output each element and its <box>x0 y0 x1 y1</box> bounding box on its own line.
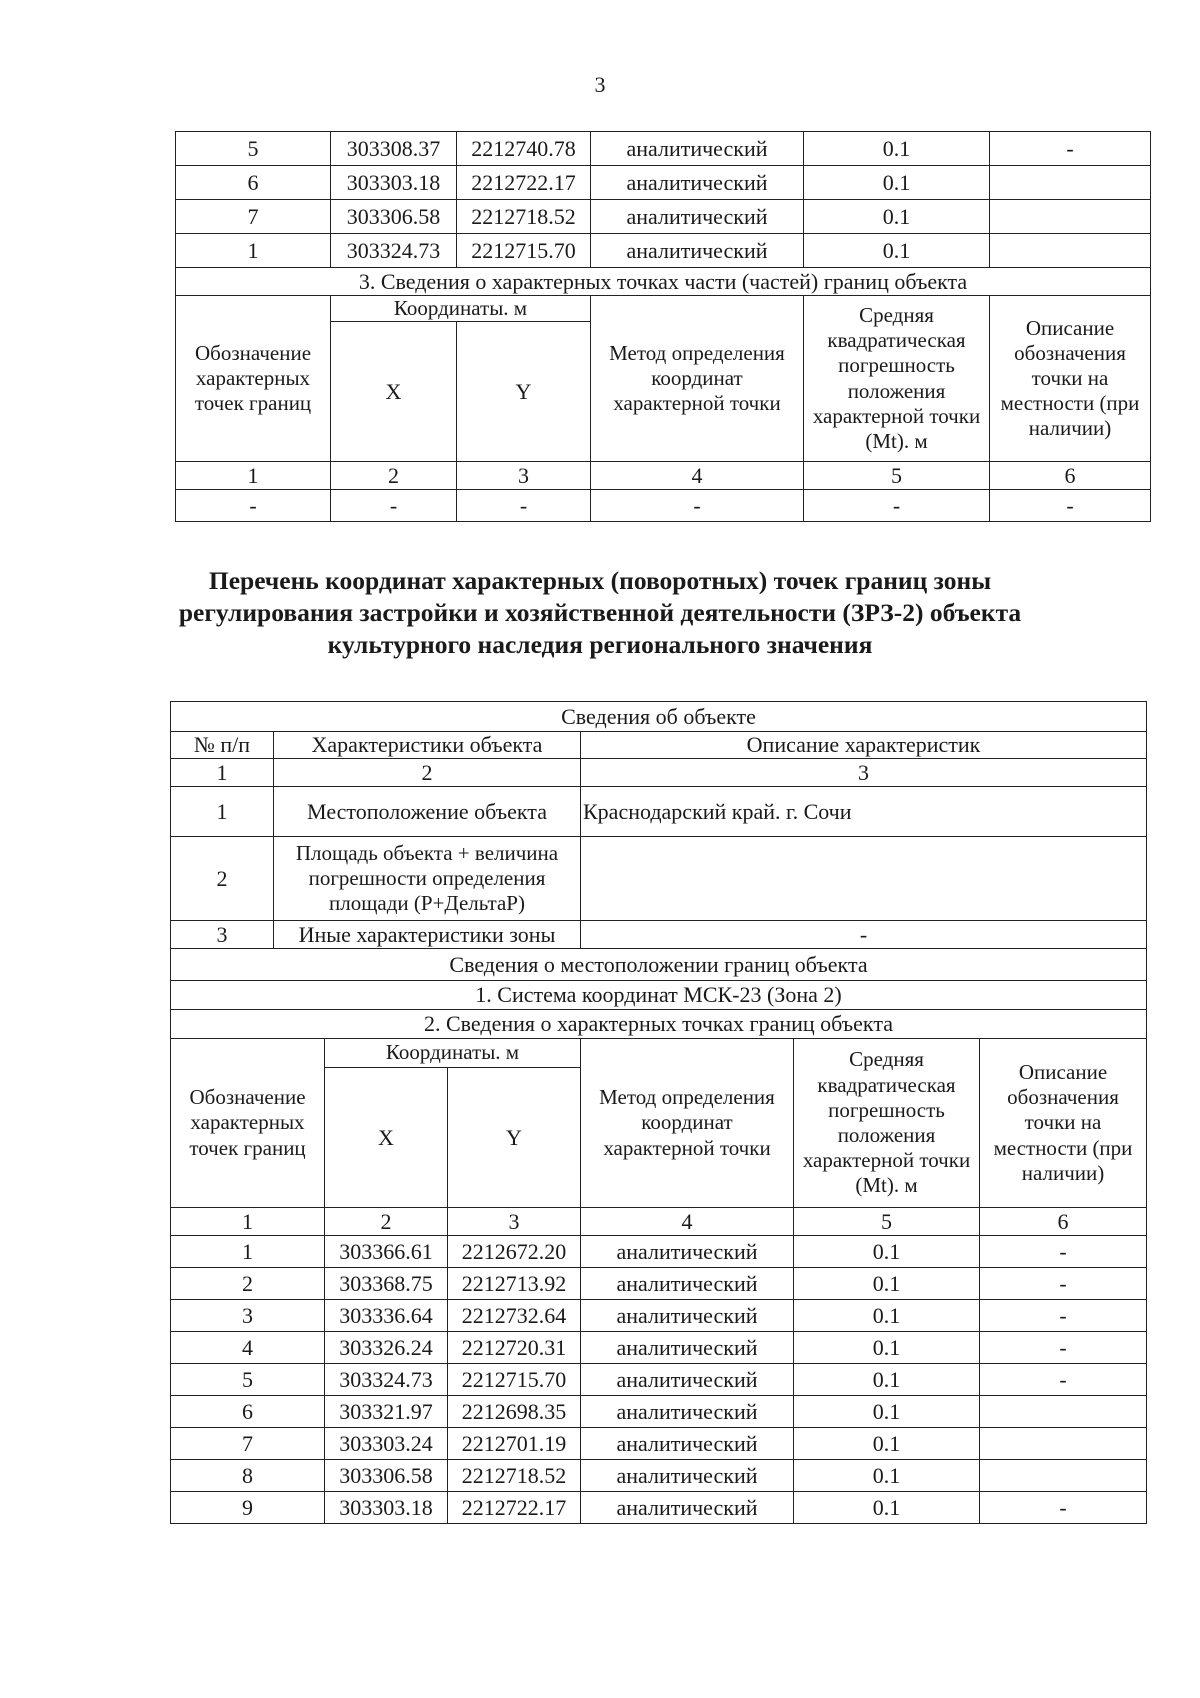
method: аналитический <box>581 1428 794 1460</box>
point-number: 4 <box>171 1332 325 1364</box>
coord-y: 2212672.20 <box>448 1236 581 1268</box>
method: аналитический <box>591 200 804 234</box>
method: аналитический <box>581 1236 794 1268</box>
method: аналитический <box>591 234 804 268</box>
object-info-colnum-row <box>171 759 1147 787</box>
empty-cell: - <box>176 490 331 522</box>
column-number: 1 <box>171 1208 325 1236</box>
col-desc-header: Описание характеристик <box>581 732 1147 759</box>
column-number: 2 <box>331 462 457 490</box>
description: - <box>990 132 1151 166</box>
method: аналитический <box>581 1460 794 1492</box>
column-number: 4 <box>591 462 804 490</box>
table-row <box>171 1428 1147 1460</box>
mt-value: 0.1 <box>794 1396 980 1428</box>
coord-x: 303324.73 <box>325 1364 448 1396</box>
method: аналитический <box>591 132 804 166</box>
point-number: 7 <box>176 200 331 234</box>
method: аналитический <box>581 1268 794 1300</box>
method: аналитический <box>581 1364 794 1396</box>
coord-x: 303321.97 <box>325 1396 448 1428</box>
location-title: Сведения о местоположении границ объекта <box>171 949 1147 981</box>
location-title-row <box>171 949 1147 981</box>
table-row <box>171 1460 1147 1492</box>
info-num: 2 <box>171 837 274 921</box>
points-title-row <box>171 1010 1147 1039</box>
header-y: Y <box>448 1068 581 1208</box>
coord-y: 2212701.19 <box>448 1428 581 1460</box>
coord-x: 303306.58 <box>331 200 457 234</box>
description: - <box>980 1300 1147 1332</box>
points-title: 2. Сведения о характерных точках границ объекта <box>171 1010 1147 1039</box>
coord-x: 303303.18 <box>331 166 457 200</box>
column-number: 4 <box>581 1208 794 1236</box>
object-info-row <box>171 787 1147 837</box>
column-number: 3 <box>448 1208 581 1236</box>
header-description: Описание обозначения точки на местности (при наличии) <box>990 296 1151 462</box>
mt-value: 0.1 <box>794 1492 980 1524</box>
header-y: Y <box>457 322 591 462</box>
coord-x: 303308.37 <box>331 132 457 166</box>
col-num-header: № п/п <box>171 732 274 759</box>
header-mt: Средняя квадратическая погрешность положения характерной точки (Mt). м <box>794 1039 980 1208</box>
coord-x: 303336.64 <box>325 1300 448 1332</box>
table-row <box>171 1236 1147 1268</box>
header-designation: Обозначение характерных точек границ <box>176 296 331 462</box>
description: - <box>980 1236 1147 1268</box>
info-char: Местоположение объекта <box>274 787 581 837</box>
table-row <box>171 1268 1147 1300</box>
object-info-title-row <box>171 702 1147 732</box>
table-header-row <box>171 1039 1147 1068</box>
info-num: 3 <box>171 921 274 949</box>
header-description: Описание обозначения точки на местности (при наличии) <box>980 1039 1147 1208</box>
column-number: 2 <box>325 1208 448 1236</box>
description <box>990 166 1151 200</box>
info-char: Иные характеристики зоны <box>274 921 581 949</box>
mt-value: 0.1 <box>804 234 990 268</box>
coord-x: 303303.18 <box>325 1492 448 1524</box>
description <box>980 1396 1147 1428</box>
table-row <box>176 234 1151 268</box>
mt-value: 0.1 <box>794 1268 980 1300</box>
coord-y: 2212732.64 <box>448 1300 581 1332</box>
coord-x: 303366.61 <box>325 1236 448 1268</box>
mt-value: 0.1 <box>794 1300 980 1332</box>
mt-value: 0.1 <box>794 1460 980 1492</box>
header-method: Метод определения координат характерной точки <box>581 1039 794 1208</box>
object-info-header-row <box>171 732 1147 759</box>
coord-x: 303326.24 <box>325 1332 448 1364</box>
point-number: 2 <box>171 1268 325 1300</box>
col-char-header: Характеристики объекта <box>274 732 581 759</box>
coord-x: 303303.24 <box>325 1428 448 1460</box>
point-number: 7 <box>171 1428 325 1460</box>
empty-cell: - <box>804 490 990 522</box>
top-points-table <box>175 131 1151 522</box>
section3-title-row <box>176 268 1151 296</box>
header-coordinates: Координаты. м <box>331 296 591 322</box>
coord-y: 2212698.35 <box>448 1396 581 1428</box>
mt-value: 0.1 <box>794 1332 980 1364</box>
header-mt: Средняя квадратическая погрешность положения характерной точки (Mt). м <box>804 296 990 462</box>
object-info-row <box>171 921 1147 949</box>
coord-system: 1. Система координат МСК-23 (Зона 2) <box>171 981 1147 1010</box>
title-line: Перечень координат характерных (поворотных) точек границ зоны <box>208 566 992 595</box>
description: - <box>980 1332 1147 1364</box>
table-row <box>176 132 1151 166</box>
document-title <box>150 565 1050 661</box>
mt-value: 0.1 <box>804 200 990 234</box>
coord-x: 303324.73 <box>331 234 457 268</box>
top-table-rows <box>176 132 1151 268</box>
table-row <box>176 200 1151 234</box>
page-number: 3 <box>594 72 606 97</box>
table-header-row <box>176 296 1151 322</box>
coord-y: 2212722.17 <box>448 1492 581 1524</box>
description: - <box>980 1364 1147 1396</box>
coord-x: 303368.75 <box>325 1268 448 1300</box>
empty-cell: - <box>457 490 591 522</box>
description <box>980 1460 1147 1492</box>
table-row <box>171 1492 1147 1524</box>
table-row <box>171 1364 1147 1396</box>
empty-cell: - <box>591 490 804 522</box>
point-number: 5 <box>176 132 331 166</box>
column-number: 1 <box>176 462 331 490</box>
info-desc: - <box>581 921 1147 949</box>
coord-y: 2212740.78 <box>457 132 591 166</box>
method: аналитический <box>581 1332 794 1364</box>
coord-y: 2212715.70 <box>457 234 591 268</box>
coord-y: 2212720.31 <box>448 1332 581 1364</box>
method: аналитический <box>591 166 804 200</box>
column-number: 3 <box>581 759 1147 787</box>
column-number: 6 <box>980 1208 1147 1236</box>
table-row <box>171 1332 1147 1364</box>
mt-value: 0.1 <box>804 166 990 200</box>
point-number: 1 <box>171 1236 325 1268</box>
coord-y: 2212718.52 <box>457 200 591 234</box>
mt-value: 0.1 <box>794 1236 980 1268</box>
empty-cell: - <box>990 490 1151 522</box>
header-coordinates: Координаты. м <box>325 1039 581 1068</box>
column-numbers-row <box>176 462 1151 490</box>
info-char: Площадь объекта + величина погрешности определения площади (P+ДельтаP) <box>274 837 581 921</box>
coord-system-row <box>171 981 1147 1010</box>
column-number: 5 <box>804 462 990 490</box>
header-x: X <box>331 322 457 462</box>
title-line: регулирования застройки и хозяйственной деятельности (ЗРЗ-2) объекта <box>178 598 1022 627</box>
point-number: 6 <box>171 1396 325 1428</box>
column-numbers-row <box>171 1208 1147 1236</box>
column-number: 1 <box>171 759 274 787</box>
coord-x: 303306.58 <box>325 1460 448 1492</box>
object-info-row <box>171 837 1147 921</box>
section3-title: 3. Сведения о характерных точках части (частей) границ объекта <box>176 268 1151 296</box>
table-row <box>171 1396 1147 1428</box>
object-info-title: Сведения об объекте <box>171 702 1147 732</box>
mt-value: 0.1 <box>794 1428 980 1460</box>
method: аналитический <box>581 1396 794 1428</box>
point-number: 9 <box>171 1492 325 1524</box>
zone-points-table <box>170 701 1147 1524</box>
header-designation: Обозначение характерных точек границ <box>171 1039 325 1208</box>
method: аналитический <box>581 1492 794 1524</box>
description: - <box>980 1268 1147 1300</box>
column-number: 5 <box>794 1208 980 1236</box>
info-desc: Краснодарский край. г. Сочи <box>581 787 1147 837</box>
coord-y: 2212713.92 <box>448 1268 581 1300</box>
mt-value: 0.1 <box>804 132 990 166</box>
point-number: 3 <box>171 1300 325 1332</box>
info-num: 1 <box>171 787 274 837</box>
header-x: X <box>325 1068 448 1208</box>
column-number: 2 <box>274 759 581 787</box>
header-method: Метод определения координат характерной точки <box>591 296 804 462</box>
coord-y: 2212718.52 <box>448 1460 581 1492</box>
point-number: 1 <box>176 234 331 268</box>
column-number: 3 <box>457 462 591 490</box>
description <box>990 200 1151 234</box>
table-row <box>176 166 1151 200</box>
table-row <box>171 1300 1147 1332</box>
empty-cell: - <box>331 490 457 522</box>
coord-y: 2212722.17 <box>457 166 591 200</box>
mt-value: 0.1 <box>794 1364 980 1396</box>
point-number: 5 <box>171 1364 325 1396</box>
column-number: 6 <box>990 462 1151 490</box>
coord-y: 2212715.70 <box>448 1364 581 1396</box>
point-number: 8 <box>171 1460 325 1492</box>
method: аналитический <box>581 1300 794 1332</box>
description <box>990 234 1151 268</box>
zone-points-rows <box>171 1236 1147 1524</box>
point-number: 6 <box>176 166 331 200</box>
title-line: культурного наследия регионального значения <box>327 630 873 659</box>
description <box>980 1428 1147 1460</box>
info-desc <box>581 837 1147 921</box>
description: - <box>980 1492 1147 1524</box>
empty-row <box>176 490 1151 522</box>
